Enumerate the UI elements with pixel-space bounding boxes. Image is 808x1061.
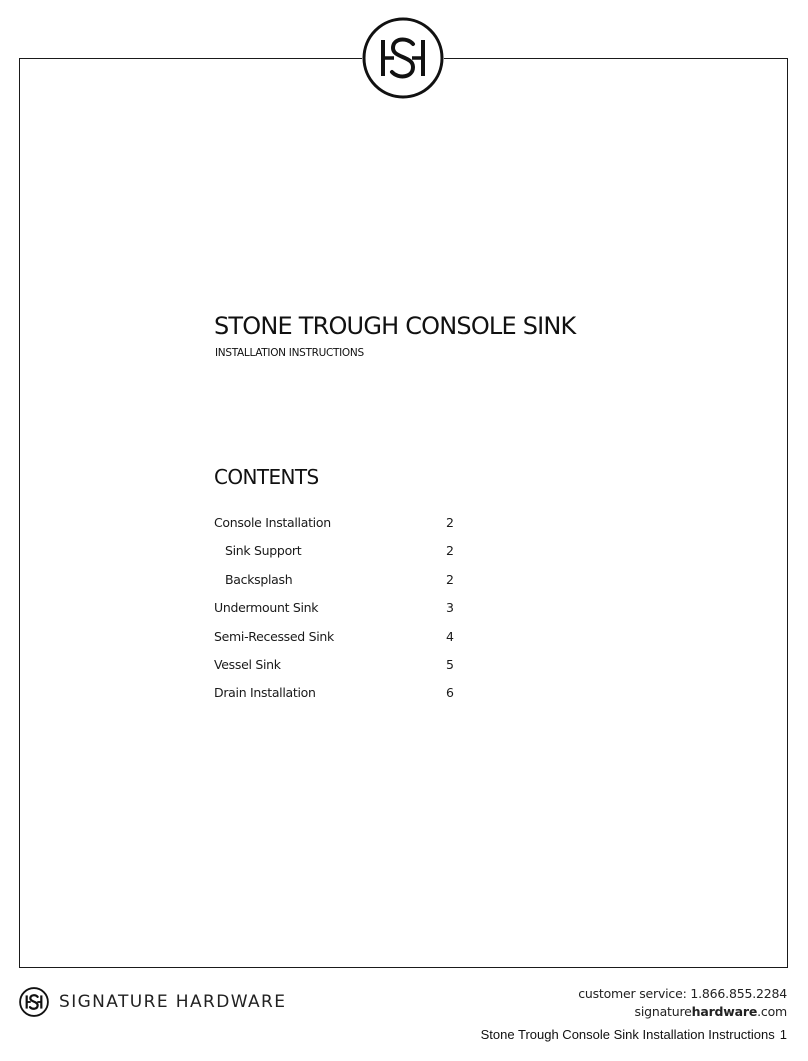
footer-doc-title: Stone Trough Console Sink Installation Instructions	[480, 1027, 775, 1042]
table-of-contents	[214, 512, 474, 711]
document-subtitle: INSTALLATION INSTRUCTIONS	[215, 347, 364, 359]
page-number: 1	[779, 1027, 787, 1042]
toc-item-page: 2	[446, 543, 454, 559]
toc-item-page: 2	[446, 571, 454, 587]
footer-brand-name: SIGNATURE HARDWARE	[59, 992, 287, 1012]
toc-item-label: Backsplash	[225, 571, 293, 587]
toc-item[interactable]	[214, 512, 474, 540]
footer-brand-logo	[19, 987, 286, 1017]
footer-document-title	[481, 1027, 787, 1042]
toc-item-label: Vessel Sink	[214, 656, 281, 672]
website-link[interactable]: signaturehardware.com	[634, 1004, 787, 1019]
hs-monogram-icon	[362, 17, 444, 99]
footer-contact	[578, 985, 787, 1021]
toc-item[interactable]	[214, 540, 474, 568]
toc-item-page: 4	[446, 628, 454, 644]
toc-item-label: Console Installation	[214, 515, 331, 530]
hs-monogram-small-icon	[19, 987, 49, 1017]
toc-item-page: 6	[446, 685, 454, 701]
toc-item-label: Undermount Sink	[214, 600, 319, 616]
toc-item[interactable]	[214, 626, 474, 654]
toc-item[interactable]	[214, 682, 474, 710]
toc-item-page: 3	[446, 600, 454, 616]
toc-item-page: 2	[446, 515, 454, 530]
contents-heading: CONTENTS	[214, 465, 319, 489]
customer-service-phone[interactable]: customer service: 1.866.855.2284	[578, 986, 787, 1001]
toc-item[interactable]	[214, 654, 474, 682]
toc-item-label: Drain Installation	[214, 685, 316, 701]
document-title: STONE TROUGH CONSOLE SINK	[214, 312, 576, 340]
toc-item[interactable]	[214, 597, 474, 625]
toc-item-label: Sink Support	[225, 543, 302, 559]
toc-item-page: 5	[446, 656, 454, 672]
toc-item-label: Semi-Recessed Sink	[214, 628, 334, 644]
toc-item[interactable]	[214, 569, 474, 597]
